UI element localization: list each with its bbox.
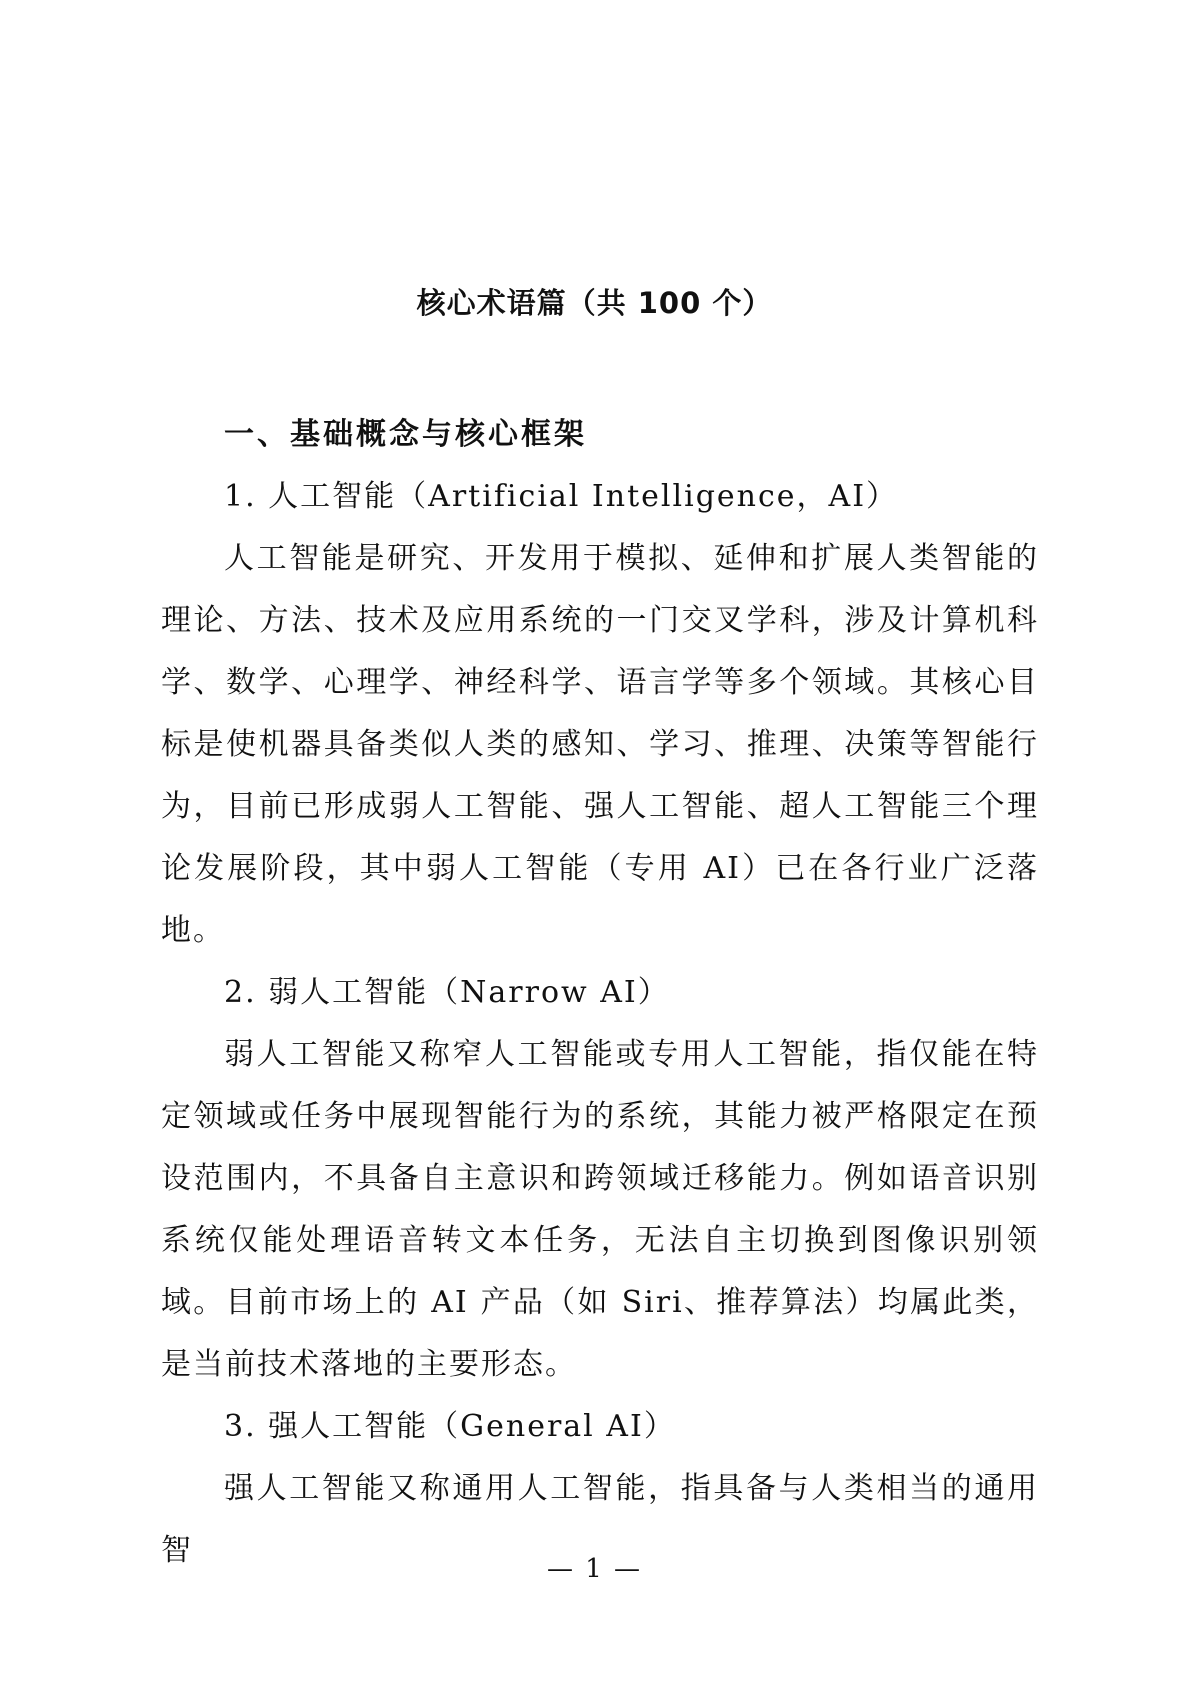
term-definition-artificial-intelligence: 人工智能是研究、开发用于模拟、延伸和扩展人类智能的理论、方法、技术及应用系统的一门交叉学科，涉及计算机科学、数学、心理学、神经科学、语言学等多个领域。其核心目标是使机器具备类似人类的感知、学习、推理、决策等智能行为，目前已形成弱人工智能、强人工智能、超人工智能三个理论发展阶段，其中弱人工智能（专用 AI）已在各行业广泛落地。 [161, 541, 1039, 948]
page-number: — 1 — [546, 1554, 643, 1584]
term-definition-narrow-ai: 弱人工智能又称窄人工智能或专用人工智能，指仅能在特定领域或任务中展现智能行为的系统，其能力被严格限定在预设范围内，不具备自主意识和跨领域迁移能力。例如语音识别系统仅能处理语音转文本任务，无法自主切换到图像识别领域。目前市场上的 AI 产品（如 Siri、推荐算法）均属此类，是当前技术落地的主要形态。 [161, 1037, 1039, 1382]
document-title: 核心术语篇（共 100 个） [416, 286, 773, 320]
document-body [161, 404, 1039, 1582]
term-heading-artificial-intelligence: 1. 人工智能（Artificial Intelligence，AI） [224, 479, 899, 514]
term-definition-general-ai: 强人工智能又称通用人工智能，指具备与人类相当的通用智 [161, 1471, 1039, 1568]
section-heading: 一、基础概念与核心框架 [224, 417, 587, 452]
term-heading-general-ai: 3. 强人工智能（General AI） [224, 1409, 676, 1444]
term-heading-narrow-ai: 2. 弱人工智能（Narrow AI） [224, 975, 670, 1010]
